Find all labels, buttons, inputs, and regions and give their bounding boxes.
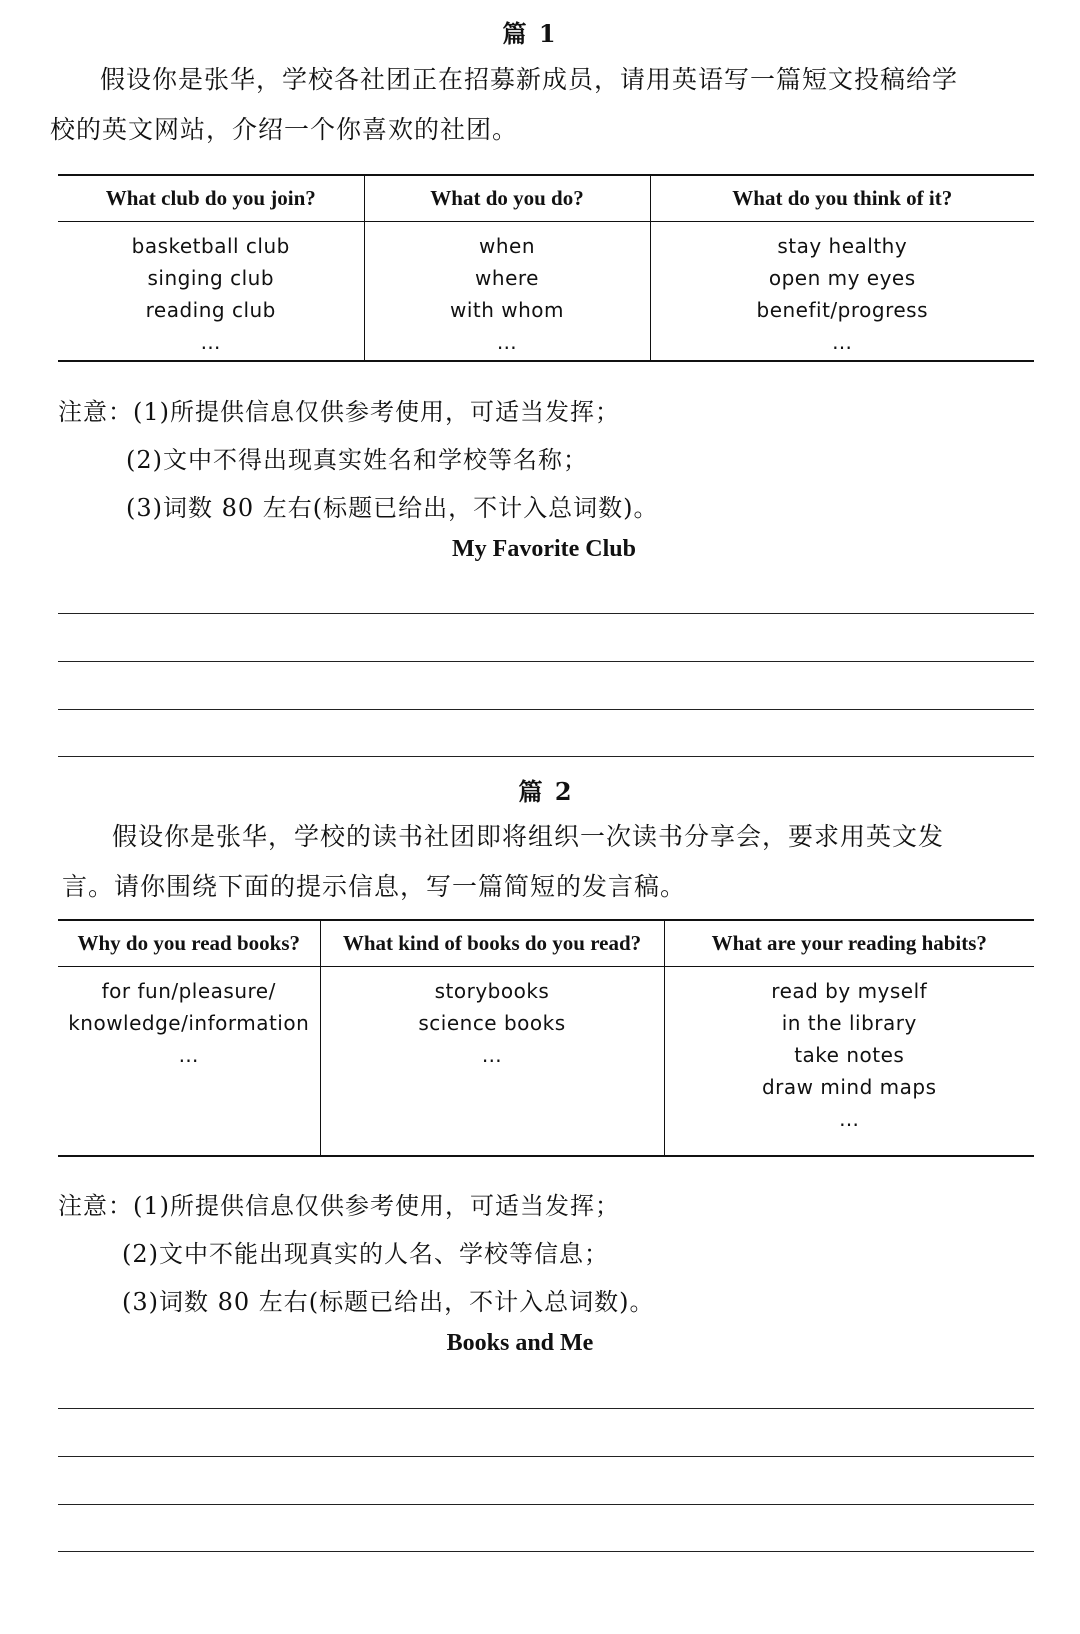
section-2-prompt-line-2: 言。请你围绕下面的提示信息，写一篇简短的发言稿。: [62, 872, 687, 901]
section-2-prompt-line-1: 假设你是张华，学校的读书社团即将组织一次读书分享会，要求用英文发: [112, 822, 945, 851]
table-cell: [650, 221, 1034, 361]
section-1-prompt-line-1: 假设你是张华，学校各社团正在招募新成员，请用英语写一篇短文投稿给学: [100, 65, 959, 94]
section-1-prompt: [50, 55, 1040, 155]
writing-line[interactable]: [58, 756, 1034, 757]
table-cell: [664, 966, 1034, 1156]
section-1-heading: 篇 1: [502, 19, 558, 48]
writing-line[interactable]: [58, 1456, 1034, 1457]
note-2: (2)文中不能出现真实的人名、学校等信息；: [122, 1240, 609, 1268]
cell-line: basketball club: [131, 233, 290, 258]
cell-line: open my eyes: [768, 265, 916, 290]
cell-line: stay healthy: [777, 233, 908, 258]
table-cell: [58, 966, 320, 1156]
ellipsis: …: [832, 329, 853, 354]
writing-line[interactable]: [58, 613, 1034, 614]
cell-line: reading club: [145, 297, 276, 322]
writing-line[interactable]: [58, 1408, 1034, 1409]
writing-line[interactable]: [58, 1504, 1034, 1505]
section-2-heading: 篇 2: [518, 777, 574, 806]
writing-line[interactable]: [58, 661, 1034, 662]
ellipsis: …: [481, 1042, 503, 1067]
note-3: (3)词数 80 左右(标题已给出，不计入总词数)。: [122, 1288, 655, 1316]
essay-title-1: My Favorite Club: [452, 536, 636, 562]
cell-line: read by myself: [771, 978, 928, 1003]
table-cell: [320, 966, 664, 1156]
table-header: What do you do?: [364, 175, 650, 221]
cell-line: for fun/pleasure/: [101, 978, 276, 1003]
note-2: (2)文中不得出现真实姓名和学校等名称；: [126, 446, 588, 474]
table-header: What kind of books do you read?: [320, 920, 664, 966]
note-3: (3)词数 80 左右(标题已给出，不计入总词数)。: [126, 494, 659, 522]
cell-line: with whom: [449, 297, 565, 322]
section-2-prompt: [62, 812, 1047, 912]
reading-info-table: [58, 919, 1034, 1157]
cell-line: storybooks: [434, 978, 550, 1003]
cell-line: where: [475, 265, 539, 290]
table-header: Why do you read books?: [58, 920, 320, 966]
writing-line[interactable]: [58, 1551, 1034, 1552]
note-1: 注意：(1)所提供信息仅供参考使用，可适当发挥；: [58, 398, 620, 426]
cell-line: in the library: [781, 1010, 917, 1035]
table-cell: [364, 221, 650, 361]
cell-line: draw mind maps: [761, 1074, 937, 1099]
table-header: What club do you join?: [58, 175, 364, 221]
table-cell: [58, 221, 364, 361]
table-header: What do you think of it?: [650, 175, 1034, 221]
table-header: What are your reading habits?: [664, 920, 1034, 966]
ellipsis: …: [496, 329, 518, 354]
ellipsis: …: [178, 1042, 199, 1067]
cell-line: science books: [418, 1010, 566, 1035]
cell-line: singing club: [147, 265, 275, 290]
cell-line: benefit/progress: [756, 297, 928, 322]
ellipsis: …: [200, 329, 221, 354]
cell-line: when: [478, 233, 535, 258]
writing-line[interactable]: [58, 709, 1034, 710]
club-info-table: [58, 174, 1034, 362]
note-1: 注意：(1)所提供信息仅供参考使用，可适当发挥；: [58, 1192, 620, 1220]
cell-line: knowledge/information: [68, 1010, 310, 1035]
ellipsis: …: [839, 1106, 860, 1131]
section-1-prompt-line-2: 校的英文网站，介绍一个你喜欢的社团。: [50, 115, 519, 144]
essay-title-2: Books and Me: [446, 1330, 594, 1356]
cell-line: take notes: [794, 1042, 905, 1067]
